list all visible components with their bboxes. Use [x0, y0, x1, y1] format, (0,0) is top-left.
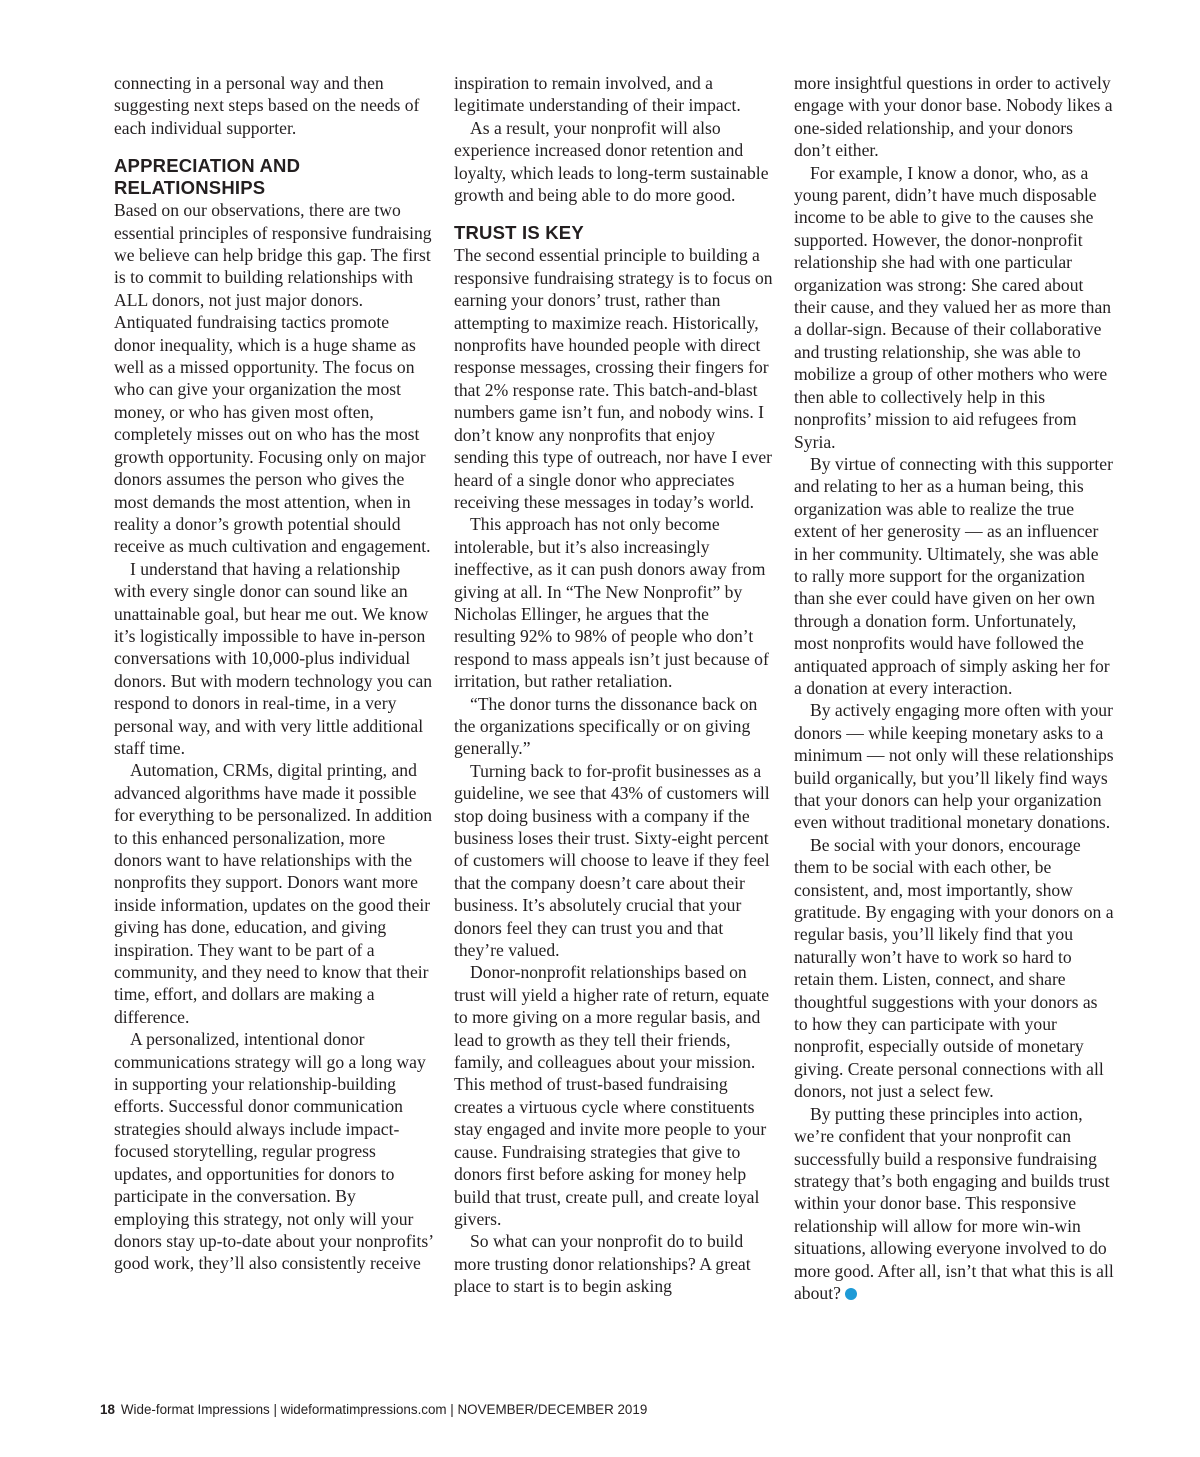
section-heading-appreciation: APPRECIATION AND RELATIONSHIPS: [114, 155, 301, 199]
paragraph: For example, I know a donor, who, as a young parent, didn’t have much disposable income to be able to give to the causes she supported. However, the donor-nonprofit relationship she had with one particular organization was strong: She cared about their cause, and they valued her as more than a dollar-sign. Because of their collaborative and trusting relationship, she was able to mobilize a group of other mothers who were then able to collectively help in this nonprofits’ mission to aid refugees from Syria.: [794, 162, 1112, 452]
paragraph: Automation, CRMs, digital printing, and advanced algorithms have made it possible for everything to be personalized. In addition to this enhanced personalization, more donors want to have relationships with the nonprofits they support. Donors want more inside information, updates on the good their giving has done, education, and giving inspiration. They want to be part of a community, and they need to know that their time, effort, and dollars are making a difference.: [114, 760, 433, 1027]
footer-publication-info: Wide-format Impressions | wideformatimpressions.com | NOVEMBER/DECEMBER 2019: [120, 1402, 648, 1417]
end-of-article-dot-icon: [845, 1288, 857, 1300]
paragraph: The second essential principle to building a responsive fundraising strategy is to focus on earning your donors’ trust, rather than attempting to maximize reach. Historically, nonprofits have hounded people with direct response messages, crossing their fingers for that 2% response rate. This batch-and-blast numbers game isn’t fun, and nobody wins. I don’t know any nonprofits that enjoy sending this type of outreach, nor have I ever heard of a single donor who appreciates receiving these messages in today’s world.: [454, 245, 773, 512]
paragraph: Turning back to for-profit businesses as a guideline, we see that 43% of customers will stop doing business with a company if the business loses their trust. Sixty-eight percent of customers will choose to leave if they feel that the company doesn’t care about their business. It’s absolutely crucial that your donors feel they can trust you and that they’re valued.: [454, 760, 770, 961]
paragraph: connecting in a personal way and then suggesting next steps based on the needs of each individual supporter.: [114, 73, 420, 138]
section-heading-trust: TRUST IS KEY: [454, 222, 584, 244]
paragraph: Donor-nonprofit relationships based on trust will yield a higher rate of return, equate to more giving on a more regular basis, and lead to growth as they tell their friends, family, and colleagues about your mission. This method of trust-based fundraising creates a virtuous cycle where constituents stay engaged and invite more people to your cause. Fundraising strategies that give to donors first before asking for money help build that trust, create pull, and create loyal givers.: [454, 962, 770, 1229]
paragraph: This approach has not only become intolerable, but it’s also increasingly ineffective, as it can push donors away from giving at all. In “The New Nonprofit” by Nicholas Ellinger, he argues that the resulting 92% to 98% of people who don’t respond to mass appeals isn’t just because of irritation, but rather retaliation.: [454, 514, 769, 692]
paragraph: So what can your nonprofit do to build more trusting donor relationships? A great place to start is to begin asking: [454, 1231, 751, 1297]
page-number: 18: [100, 1402, 115, 1417]
paragraph: A personalized, intentional donor communications strategy will go a long way in supporting your relationship-building efforts. Successful donor communication strategies should always include impact-focused storytelling, regular progress updates, and opportunities for donors to participate in the conversation. By employing this strategy, not only will your donors stay up-to-date about your nonprofits’ good work, they’ll also consistently receive: [114, 1029, 433, 1274]
article-column-1: [114, 72, 434, 1275]
article-column-2: [454, 72, 774, 1298]
article-column-3: [794, 72, 1114, 1304]
paragraph: “The donor turns the dissonance back on the organizations specifically or on giving generally.”: [454, 693, 758, 759]
paragraph: inspiration to remain involved, and a legitimate understanding of their impact.: [454, 73, 741, 116]
paragraph: By actively engaging more often with your donors — while keeping monetary asks to a minimum — not only will these relationships build organically, but you’ll likely find ways that your donors can help your organization even without traditional monetary donations.: [794, 700, 1114, 833]
paragraph: Be social with your donors, encourage them to be social with each other, be consistent, and, most importantly, show gratitude. By engaging with your donors on a regular basis, you’ll likely find that you naturally won’t have to work so hard to retain them. Listen, connect, and share thoughtful suggestions with your donors as to how they can participate with your nonprofit, especially outside of monetary giving. Create personal connections with all donors, not just a select few.: [794, 834, 1114, 1102]
paragraph: I understand that having a relationship with every single donor can sound like an unattainable goal, but hear me out. We know it’s logistically impossible to have in-person conversations with 10,000-plus individual donors. But with modern technology you can respond to donors in real-time, in a very personal way, and with very little additional staff time.: [114, 558, 433, 758]
final-paragraph-text: By putting these principles into action, we’re confident that your nonprofit can successfully build a responsive fundraising strategy that’s both engaging and builds trust within your donor base. This responsive relationship will allow for more win-win situations, allowing everyone involved to do more good. After all, isn’t that what this is all about?: [794, 1103, 1114, 1303]
paragraph: more insightful questions in order to actively engage with your donor base. Nobody likes a one-sided relationship, and your donors don’t either.: [794, 73, 1113, 161]
final-paragraph: [794, 1103, 1114, 1305]
page-footer: [100, 1402, 647, 1418]
paragraph: By virtue of connecting with this supporter and relating to her as a human being, this organization was able to realize the true extent of her generosity — as an influencer in her community. Ultimately, she was able to rally more support for the organization than she ever could have given on her own through a donation form. Unfortunately, most nonprofits would have followed the antiquated approach of simply asking her for a donation at every interaction.: [794, 453, 1113, 698]
paragraph: Based on our observations, there are two essential principles of responsive fundraising we believe can help bridge this gap. The first is to commit to building relationships with ALL donors, not just major donors. Antiquated fundraising tactics promote donor inequality, which is a huge shame as well as a missed opportunity. The focus on who can give your organization the most money, or who has given most often, completely misses out on who has the most growth opportunity. Focusing only on major donors assumes the person who gives the most demands the most attention, when in reality a donor’s growth potential should receive as much cultivation and engagement.: [114, 200, 432, 557]
paragraph: As a result, your nonprofit will also experience increased donor retention and loyalty, which leads to long-term sustainable growth and being able to do more good.: [454, 117, 769, 206]
